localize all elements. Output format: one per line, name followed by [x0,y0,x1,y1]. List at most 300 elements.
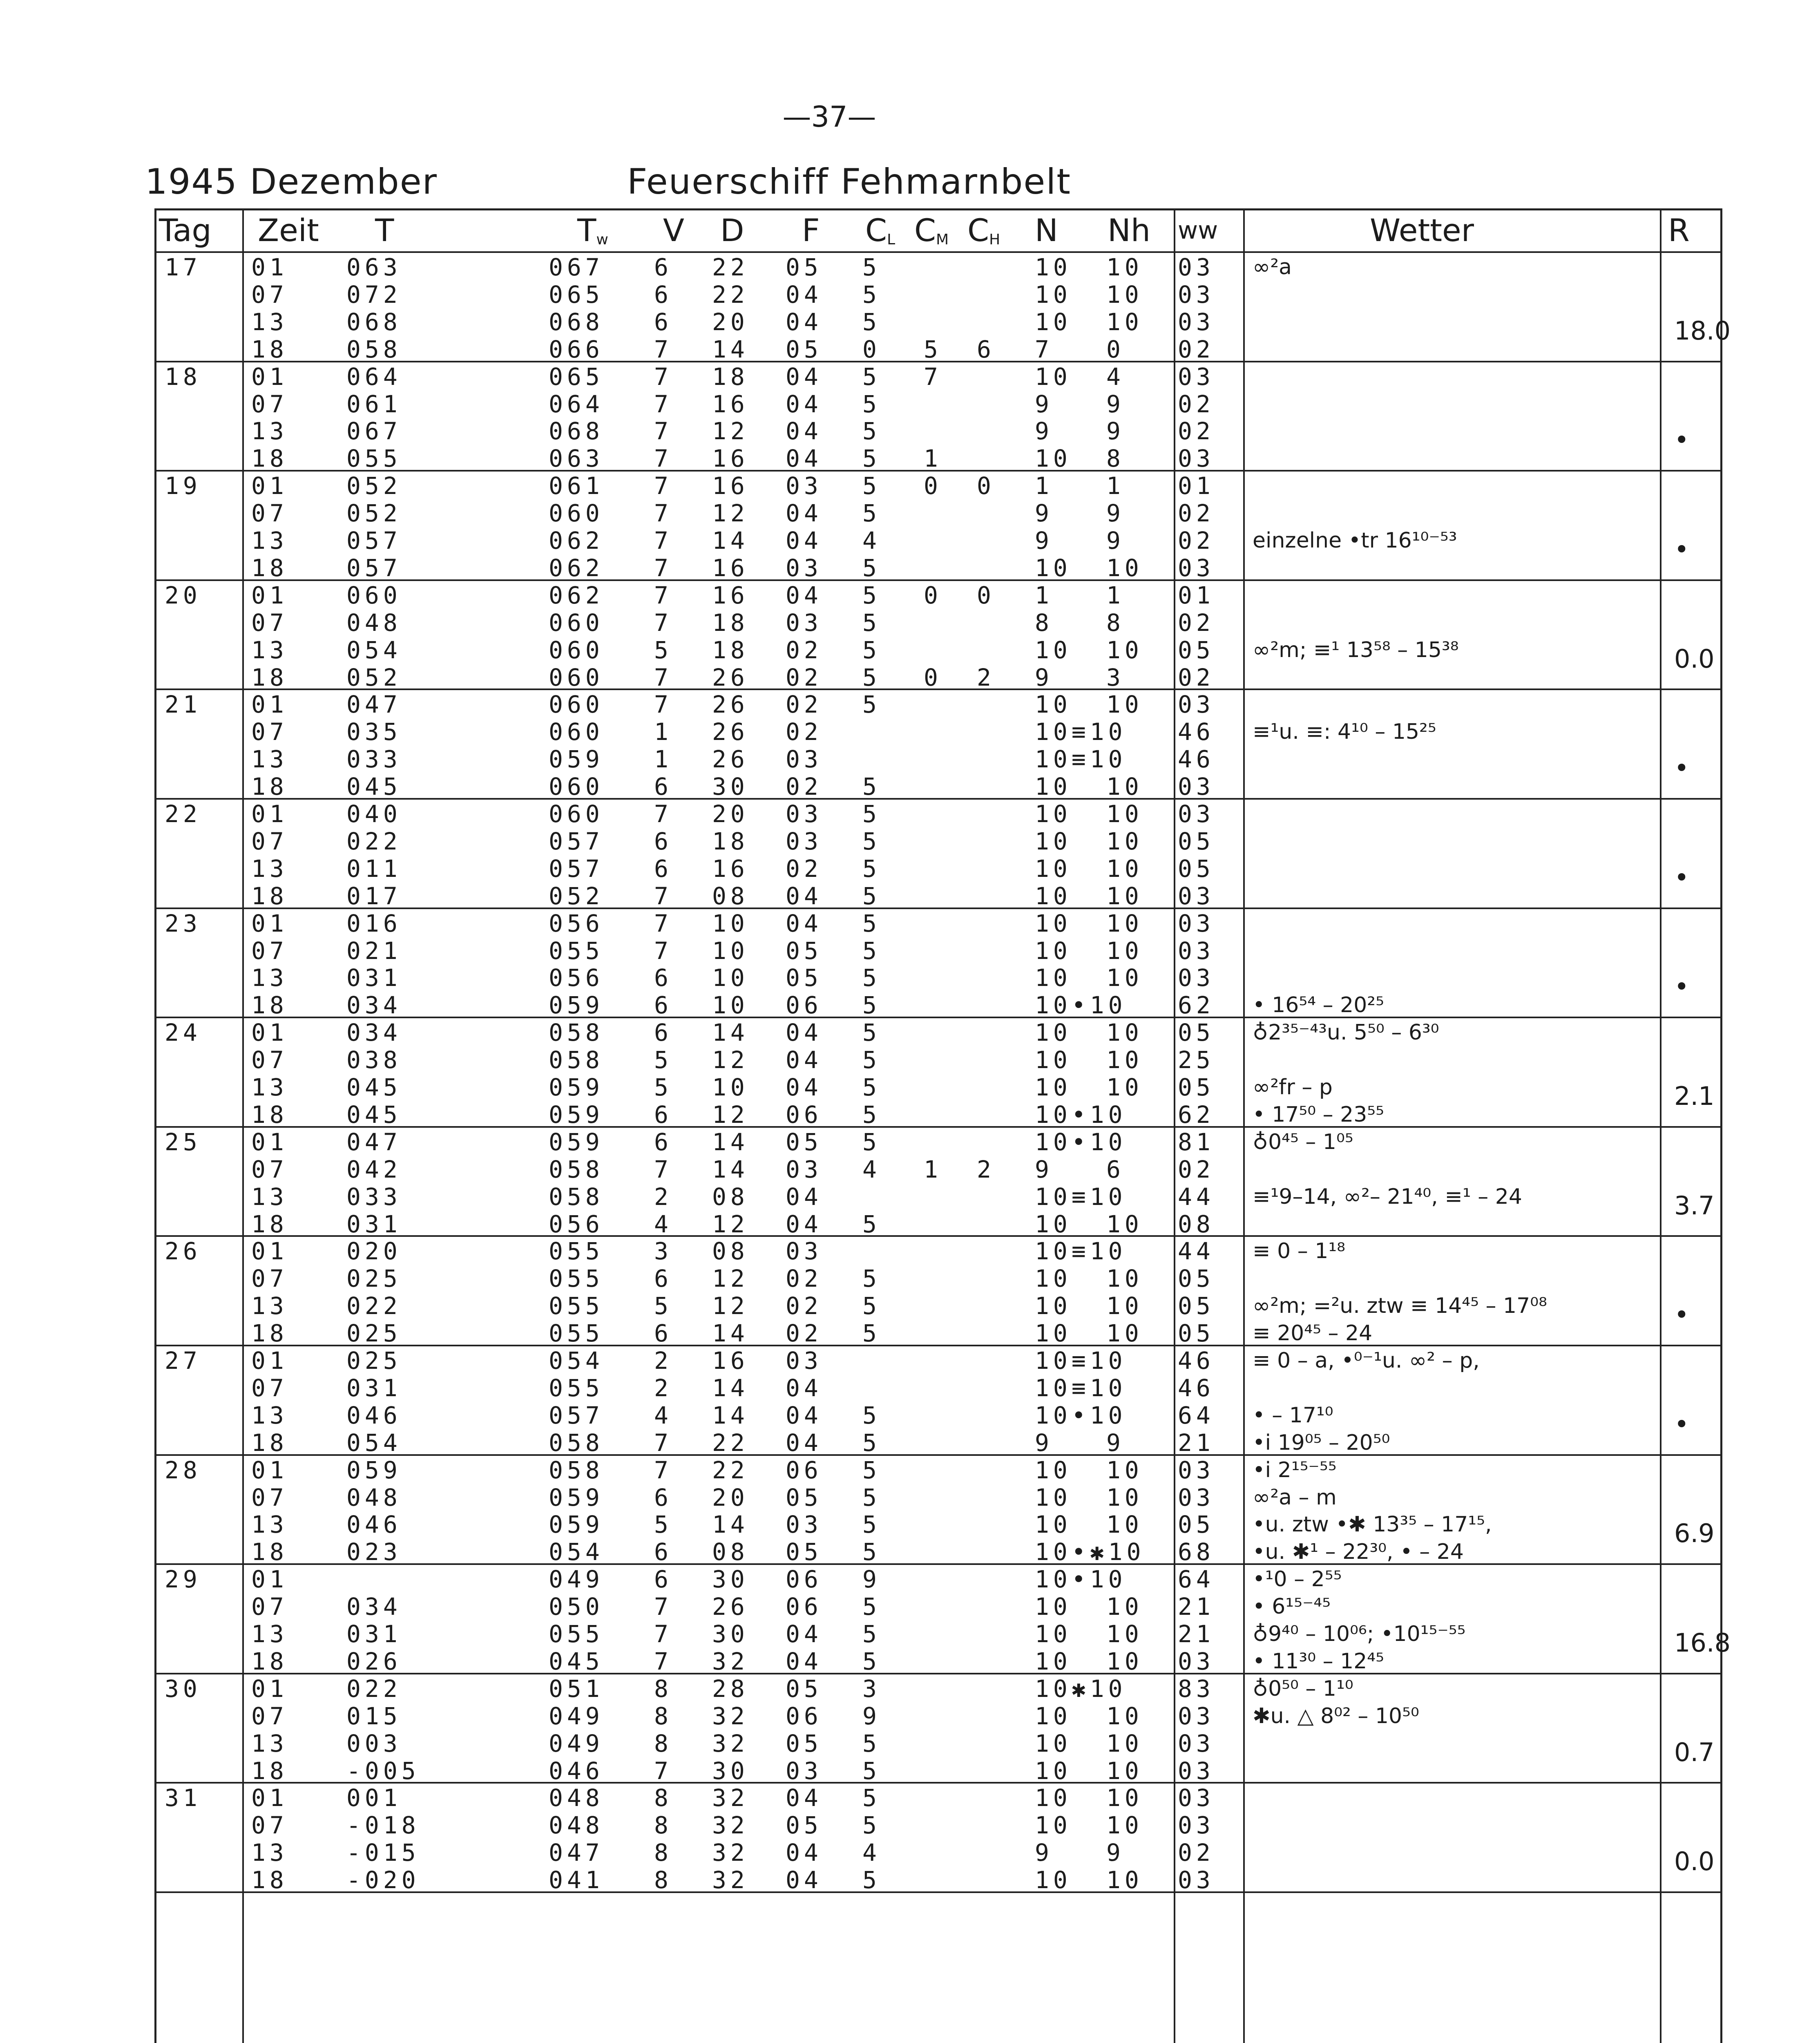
cell-v: 1 [654,745,672,773]
cell-d: 30 [712,1757,749,1785]
cell-t: 061 [346,390,402,418]
cell-wetter: • – 17¹⁰ [1253,1403,1333,1428]
cell-cl: 5 [862,554,881,582]
cell-t: 060 [346,581,402,609]
cell-nh: 1 [1106,472,1125,500]
cell-ww: 81 [1178,1128,1215,1156]
cell-v: 7 [654,1456,672,1484]
cell-ww: 03 [1178,964,1215,992]
cell-cm: 1 [924,445,942,473]
cell-t: 063 [346,253,402,281]
col-header-cm-sub: M [936,231,949,248]
cell-cl: 5 [862,800,881,828]
cell-f: 04 [786,280,822,308]
cell-tw: 058 [549,1428,604,1457]
cell-tw: 059 [549,1100,604,1129]
cell-f: 02 [786,1265,822,1293]
cell-zeit: 01 [251,1019,288,1047]
cell-cl: 5 [862,1073,881,1101]
cell-d: 16 [712,854,749,883]
day-tag: 26 [165,1237,201,1265]
cell-nh: 10 [1106,909,1143,937]
cell-v: 8 [654,1674,672,1703]
cell-n: 10≡10 [1035,1374,1127,1402]
cell-t: 054 [346,1428,402,1457]
cell-cl: 5 [862,1811,881,1840]
cell-wetter: ≡ 20⁴⁵ – 24 [1253,1321,1373,1346]
precip-value: 3.7 [1674,1190,1715,1220]
cell-ch: 6 [977,335,995,363]
cell-v: 6 [654,991,672,1019]
cell-d: 10 [712,991,749,1019]
cell-v: 6 [654,1319,672,1348]
cell-n: 9 [1035,1428,1053,1457]
weather-log-table [154,208,1731,2043]
cell-zeit: 13 [251,417,288,445]
cell-zeit: 13 [251,1729,288,1757]
cell-n: 10≡10 [1035,1182,1127,1211]
cell-tw: 056 [549,909,604,937]
precip-value: • [1674,972,1689,1002]
day-divider [156,1891,1720,1893]
cell-t: 068 [346,308,402,336]
cell-f: 02 [786,773,822,801]
precip-value: • [1674,425,1689,455]
cell-d: 14 [712,1019,749,1047]
cell-zeit: 13 [251,1511,288,1539]
cell-ww: 05 [1178,1292,1215,1320]
cell-d: 10 [712,937,749,965]
cell-zeit: 01 [251,362,288,391]
cell-zeit: 07 [251,1811,288,1840]
cell-cl: 5 [862,773,881,801]
cell-nh: 0 [1106,335,1125,363]
cell-f: 04 [786,1647,822,1675]
cell-d: 14 [712,1319,749,1348]
cell-d: 18 [712,608,749,637]
cell-nh: 10 [1106,1265,1143,1293]
cell-nh: 10 [1106,1757,1143,1785]
cell-nh: 10 [1106,1073,1143,1101]
cell-tw: 049 [549,1729,604,1757]
cell-n: 10 [1035,362,1072,391]
cell-d: 12 [712,1046,749,1074]
cell-f: 03 [786,1757,822,1785]
day-tag: 25 [165,1128,201,1156]
cell-nh: 10 [1106,1210,1143,1238]
cell-ww: 03 [1178,937,1215,965]
cell-ch: 0 [977,472,995,500]
cell-f: 04 [786,1046,822,1074]
cell-cl: 5 [862,608,881,637]
cell-zeit: 18 [251,554,288,582]
cell-t: -015 [346,1839,420,1867]
cell-tw: 055 [549,1292,604,1320]
cell-t: 055 [346,445,402,473]
cell-d: 08 [712,882,749,910]
cell-f: 02 [786,663,822,691]
cell-v: 7 [654,800,672,828]
cell-zeit: 07 [251,1702,288,1730]
cell-nh: 10 [1106,1046,1143,1074]
cell-tw: 052 [549,882,604,910]
cell-d: 30 [712,773,749,801]
cell-t: 025 [346,1265,402,1293]
cell-zeit: 18 [251,1647,288,1675]
cell-nh: 10 [1106,308,1143,336]
cell-t: -020 [346,1866,420,1894]
cell-f: 04 [786,581,822,609]
cell-t: 031 [346,1374,402,1402]
cell-n: 10✱10 [1035,1674,1127,1703]
cell-nh: 10 [1106,1319,1143,1348]
cell-n: 10 [1035,1811,1072,1840]
cell-tw: 059 [549,1128,604,1156]
cell-v: 5 [654,1046,672,1074]
cell-tw: 059 [549,991,604,1019]
cell-v: 7 [654,417,672,445]
cell-zeit: 01 [251,909,288,937]
cell-ww: 03 [1178,800,1215,828]
cell-v: 7 [654,909,672,937]
cell-tw: 062 [549,527,604,554]
cell-zeit: 01 [251,691,288,719]
cell-ww: 68 [1178,1538,1215,1566]
cell-d: 14 [712,1374,749,1402]
cell-t: 072 [346,280,402,308]
col-header-tag: Tag [159,212,212,248]
cell-tw: 046 [549,1757,604,1785]
cell-v: 7 [654,1647,672,1675]
cell-f: 04 [786,499,822,528]
precip-value: 16.8 [1674,1628,1731,1658]
cell-zeit: 07 [251,827,288,855]
cell-wetter: •i 2¹⁵⁻⁵⁵ [1253,1457,1337,1482]
cell-ch: 2 [977,1155,995,1183]
cell-n: 10 [1035,1265,1072,1293]
cell-d: 14 [712,1511,749,1539]
cell-f: 05 [786,1128,822,1156]
cell-zeit: 13 [251,1073,288,1101]
cell-v: 8 [654,1729,672,1757]
cell-t: 052 [346,472,402,500]
cell-n: 1 [1035,581,1053,609]
cell-zeit: 18 [251,663,288,691]
cell-ww: 62 [1178,991,1215,1019]
col-header-tw-main: T [577,212,596,248]
cell-wetter: • 11³⁰ – 12⁴⁵ [1253,1649,1384,1674]
cell-n: 10 [1035,554,1072,582]
cell-t: 022 [346,1674,402,1703]
cell-tw: 054 [549,1538,604,1566]
cell-cl: 5 [862,1319,881,1348]
cell-v: 8 [654,1702,672,1730]
cell-wetter: •i 19⁰⁵ – 20⁵⁰ [1253,1430,1390,1455]
day-divider [156,1782,1720,1784]
cell-ch: 2 [977,663,995,691]
cell-zeit: 01 [251,1347,288,1375]
cell-cm: 0 [924,581,942,609]
day-tag: 28 [165,1456,201,1484]
cell-n: 10•10 [1035,1128,1127,1156]
col-header-tw [577,212,608,249]
precip-value: • [1674,534,1689,565]
cell-ww: 02 [1178,663,1215,691]
cell-ww: 05 [1178,1511,1215,1539]
cell-cl: 5 [862,417,881,445]
cell-v: 7 [654,390,672,418]
cell-nh: 1 [1106,581,1125,609]
cell-d: 18 [712,636,749,664]
cell-ww: 46 [1178,718,1215,746]
cell-n: 10≡10 [1035,745,1127,773]
cell-n: 10 [1035,691,1072,719]
cell-ww: 21 [1178,1620,1215,1648]
cell-ww: 02 [1178,499,1215,528]
col-header-cl [865,212,895,249]
cell-d: 20 [712,1483,749,1511]
cell-zeit: 07 [251,499,288,528]
cell-f: 06 [786,1456,822,1484]
cell-ww: 03 [1178,1757,1215,1785]
col-header-cm [914,212,949,249]
cell-v: 8 [654,1784,672,1812]
cell-v: 7 [654,1620,672,1648]
cell-n: 8 [1035,608,1053,637]
day-tag: 21 [165,691,201,719]
cell-zeit: 07 [251,1483,288,1511]
cell-n: 10 [1035,937,1072,965]
cell-v: 6 [654,1483,672,1511]
cell-tw: 059 [549,1483,604,1511]
cell-ww: 03 [1178,691,1215,719]
cell-d: 12 [712,1100,749,1129]
cell-tw: 051 [549,1674,604,1703]
day-divider [156,1563,1720,1565]
cell-f: 04 [786,417,822,445]
cell-v: 7 [654,882,672,910]
cell-t: 045 [346,1073,402,1101]
cell-ww: 05 [1178,636,1215,664]
cell-t: 033 [346,1182,402,1211]
cell-zeit: 18 [251,1538,288,1566]
header-divider [156,251,1720,253]
cell-nh: 10 [1106,773,1143,801]
cell-n: 10≡10 [1035,718,1127,746]
cell-v: 7 [654,1593,672,1621]
cell-f: 02 [786,718,822,746]
cell-tw: 055 [549,937,604,965]
day-tag: 18 [165,362,201,391]
cell-tw: 064 [549,390,604,418]
precip-value: 0.7 [1674,1737,1715,1767]
cell-tw: 058 [549,1046,604,1074]
cell-v: 8 [654,1811,672,1840]
day-tag: 20 [165,581,201,609]
cell-cl: 5 [862,253,881,281]
cell-wetter: ∞²a – m [1253,1485,1337,1510]
cell-tw: 049 [549,1702,604,1730]
cell-ww: 02 [1178,1155,1215,1183]
cell-zeit: 13 [251,308,288,336]
cell-t: 022 [346,1292,402,1320]
cell-t: 001 [346,1784,402,1812]
cell-t: 047 [346,691,402,719]
cell-ww: 03 [1178,280,1215,308]
cell-tw: 056 [549,1210,604,1238]
cell-d: 16 [712,472,749,500]
cell-v: 7 [654,362,672,391]
cell-d: 22 [712,280,749,308]
col-header-ch-main: C [967,212,989,248]
cell-d: 16 [712,390,749,418]
cell-d: 12 [712,1210,749,1238]
cell-nh: 9 [1106,499,1125,528]
cell-t: 015 [346,1702,402,1730]
cell-wetter: ♁0⁴⁵ – 1⁰⁵ [1253,1129,1353,1154]
cell-v: 8 [654,1866,672,1894]
cell-n: 10 [1035,1483,1072,1511]
cell-nh: 9 [1106,390,1125,418]
cell-d: 12 [712,1292,749,1320]
col-header-t: T [375,212,394,248]
cell-cl: 5 [862,1456,881,1484]
cell-n: 10•✱10 [1035,1538,1145,1566]
cell-cl: 5 [862,1538,881,1566]
cell-v: 6 [654,773,672,801]
cell-tw: 060 [549,608,604,637]
cell-zeit: 01 [251,472,288,500]
day-tag: 30 [165,1674,201,1703]
cell-ww: 03 [1178,1456,1215,1484]
cell-ww: 03 [1178,1483,1215,1511]
cell-v: 6 [654,280,672,308]
cell-d: 26 [712,745,749,773]
cell-v: 8 [654,1839,672,1867]
cell-zeit: 07 [251,937,288,965]
cell-t: 031 [346,1620,402,1648]
cell-t: 031 [346,1210,402,1238]
cell-n: 10 [1035,1784,1072,1812]
cell-wetter: ∞²m; =²u. ztw ≡ 14⁴⁵ – 17⁰⁸ [1253,1294,1547,1319]
cell-wetter: ≡¹u. ≡: 4¹⁰ – 15²⁵ [1253,720,1436,744]
cell-ww: 03 [1178,253,1215,281]
cell-tw: 050 [549,1593,604,1621]
cell-n: 10 [1035,1702,1072,1730]
cell-f: 03 [786,554,822,582]
cell-t: 017 [346,882,402,910]
cell-v: 6 [654,253,672,281]
cell-t: 038 [346,1046,402,1074]
cell-f: 04 [786,527,822,554]
cell-tw: 059 [549,1073,604,1101]
cell-tw: 055 [549,1374,604,1402]
cell-tw: 058 [549,1182,604,1211]
cell-zeit: 13 [251,1839,288,1867]
cell-f: 04 [786,390,822,418]
cell-t: 054 [346,636,402,664]
cell-nh: 10 [1106,1483,1143,1511]
cell-cm: 1 [924,1155,942,1183]
day-divider [156,908,1720,909]
cell-t: 048 [346,608,402,637]
cell-v: 7 [654,499,672,528]
cell-ww: 01 [1178,581,1215,609]
cell-n: 10•10 [1035,1401,1127,1429]
cell-n: 10≡10 [1035,1237,1127,1265]
cell-t: 046 [346,1401,402,1429]
precip-value: 0.0 [1674,644,1715,674]
cell-n: 9 [1035,1155,1053,1183]
cell-cl: 5 [862,280,881,308]
cell-t: 057 [346,527,402,554]
cell-cl: 5 [862,827,881,855]
cell-t: 026 [346,1647,402,1675]
precip-value: 18.0 [1674,315,1731,346]
cell-n: 9 [1035,1839,1053,1867]
cell-cm: 0 [924,472,942,500]
cell-nh: 6 [1106,1155,1125,1183]
cell-n: 10 [1035,854,1072,883]
day-divider [156,1126,1720,1128]
cell-cl: 5 [862,663,881,691]
cell-f: 02 [786,1319,822,1348]
cell-d: 10 [712,909,749,937]
cell-n: 10 [1035,1620,1072,1648]
cell-f: 03 [786,745,822,773]
cell-d: 26 [712,718,749,746]
cell-ww: 05 [1178,1073,1215,1101]
col-header-nh: Nh [1108,212,1151,248]
cell-cl: 9 [862,1702,881,1730]
cell-zeit: 18 [251,882,288,910]
cell-v: 6 [654,1019,672,1047]
cell-zeit: 18 [251,1210,288,1238]
col-header-cl-sub: L [887,231,895,248]
cell-f: 04 [786,1374,822,1402]
cell-cl: 5 [862,991,881,1019]
cell-tw: 068 [549,308,604,336]
cell-v: 6 [654,1565,672,1594]
cell-nh: 10 [1106,827,1143,855]
cell-t: 003 [346,1729,402,1757]
cell-cl: 5 [862,1620,881,1648]
cell-cl: 0 [862,335,881,363]
cell-d: 20 [712,308,749,336]
cell-wetter: • 6¹⁵⁻⁴⁵ [1253,1594,1331,1619]
col-header-v: V [663,212,684,248]
cell-n: 10 [1035,1210,1072,1238]
cell-zeit: 18 [251,1428,288,1457]
cell-wetter: •u. ztw •✱ 13³⁵ – 17¹⁵, [1253,1512,1492,1537]
cell-ww: 02 [1178,608,1215,637]
day-tag: 27 [165,1347,201,1375]
cell-t: 058 [346,335,402,363]
day-divider [156,361,1720,362]
cell-n: 9 [1035,663,1053,691]
cell-t: 057 [346,554,402,582]
cell-tw: 048 [549,1811,604,1840]
cell-zeit: 18 [251,1100,288,1129]
cell-n: 10 [1035,909,1072,937]
cell-wetter: •¹0 – 2⁵⁵ [1253,1567,1342,1592]
cell-zeit: 01 [251,1674,288,1703]
cell-nh: 9 [1106,417,1125,445]
cell-zeit: 13 [251,964,288,992]
cell-t: 052 [346,499,402,528]
cell-n: 10≡10 [1035,1347,1127,1375]
cell-zeit: 01 [251,1237,288,1265]
